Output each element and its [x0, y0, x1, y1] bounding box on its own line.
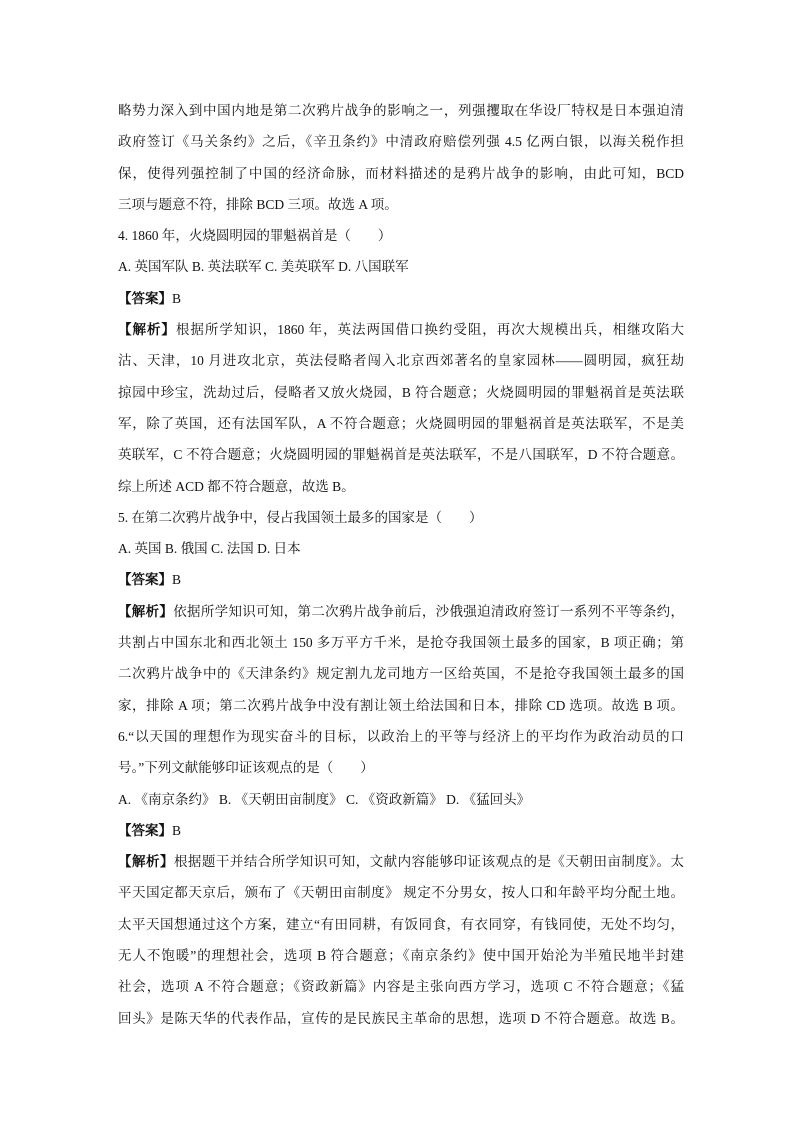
- answer-label: 【答案】: [118, 290, 172, 306]
- answer-line: [118, 283, 684, 314]
- analysis-line: 二次鸦片战争中的《天津条约》规定割九龙司地方一区给英国，不是抢夺我国领土最多的国: [118, 666, 684, 682]
- analysis-line: 太平天国想通过这个方案，建立“有田同耕，有饭同食，有衣同穿，有钱同使，无处不均匀，: [118, 916, 684, 932]
- analysis-line: 掠园中珍宝，洗劫过后，侵略者又放火烧园，B 符合题意；火烧圆明园的罪魁祸首是英法联: [118, 384, 684, 400]
- analysis-line: 家，排除 A 项；第二次鸦片战争中没有割让领土给法国和日本，排除 CD 选项。故选 B 项。: [118, 697, 684, 713]
- question-options: A. 英国军队 B. 英法联军 C. 美英联军 D. 八国联军: [118, 259, 409, 275]
- analysis-line: 共割占中国东北和西北领土 150 多万平方千米，是抢夺我国领土最多的国家，B 项正确；第: [118, 635, 684, 651]
- answer-line: [118, 564, 684, 595]
- continuation-line: 政府签订《马关条约》之后，《辛丑条约》中清政府赔偿列强 4.5 亿两白银，以海关税作担: [118, 134, 684, 150]
- analysis-line: 综上所述 ACD 都不符合题意，故选 B。: [118, 478, 355, 494]
- analysis-label: 【解析】: [118, 322, 176, 338]
- analysis-text: 依据所学知识可知，第二次鸦片战争前后，沙俄强迫清政府签订一系列不平等条约，: [173, 603, 684, 619]
- analysis-text: 根据所学知识，1860 年，英法两国借口换约受阻，再次大规模出兵，相继攻陷大: [175, 322, 684, 338]
- analysis-line: 回头》是陈天华的代表作品，宣传的是民族民主革命的思想，选项 D 不符合题意。故选 B。: [118, 1010, 684, 1026]
- analysis-line: 社会，选项 A 不符合题意；《资政新篇》内容是主张向西方学习，选项 C 不符合题意；《猛: [118, 979, 684, 995]
- answer-label: 【答案】: [118, 822, 172, 838]
- answer-label: 【答案】: [118, 572, 172, 588]
- question-stem: 6.“以天国的理想作为现实奋斗的目标，以政治上的平等与经济上的平均作为政治动员的口: [118, 728, 684, 744]
- answer-line: [118, 815, 684, 846]
- question-stem: 号。”下列文献能够印证该观点的是（ ）: [118, 760, 374, 776]
- continuation-line: 三项与题意不符，排除 BCD 三项。故选 A 项。: [118, 196, 398, 212]
- document-page: [118, 95, 684, 1034]
- analysis-text: 根据题干并结合所学知识可知，文献内容能够印证该观点的是《天朝田亩制度》。太: [173, 854, 685, 870]
- continuation-line: 略势力深入到中国内地是第二次鸦片战争的影响之一，列强攫取在华设厂特权是日本强迫清: [118, 103, 684, 118]
- analysis-label: 【解析】: [118, 854, 174, 870]
- question-stem: 5. 在第二次鸦片战争中，侵占我国领土最多的国家是（ ）: [118, 509, 483, 525]
- question-options: A. 英国 B. 俄国 C. 法国 D. 日本: [118, 541, 301, 557]
- analysis-line: 英联军，C 不符合题意；火烧圆明园的罪魁祸首是英法联军，不是八国联军，D 不符合题意。: [118, 447, 684, 463]
- continuation-line: 保，使得列强控制了中国的经济命脉，而材料描述的是鸦片战争的影响，由此可知，BCD: [118, 165, 684, 181]
- analysis-line: 军，除了英国，还有法国军队，A 不符合题意；火烧圆明园的罪魁祸首是英法联军，不是美: [118, 415, 684, 431]
- analysis-line: 平天国定都天京后，颁布了《天朝田亩制度》 规定不分男女，按人口和年龄平均分配土地。: [118, 885, 684, 901]
- analysis-label: 【解析】: [118, 603, 174, 619]
- answer-value: B: [172, 572, 182, 588]
- answer-value: B: [172, 822, 182, 838]
- analysis-line: [118, 596, 684, 627]
- analysis-line: 无人不饱暖”的理想社会，选项 B 符合题意；《南京条约》使中国开始沦为半殖民地半封建: [118, 948, 684, 964]
- question-stem: 4. 1860 年，火烧圆明园的罪魁祸首是（ ）: [118, 228, 392, 244]
- analysis-line: [118, 846, 684, 877]
- question-options: A. 《南京条约》 B. 《天朝田亩制度》 C. 《资政新篇》 D. 《猛回头》: [118, 791, 531, 807]
- answer-value: B: [172, 290, 182, 306]
- analysis-line: [118, 314, 684, 345]
- analysis-line: 沽、天津，10 月进攻北京，英法侵略者闯入北京西郊著名的皇家园林——圆明园，疯狂劫: [118, 353, 684, 369]
